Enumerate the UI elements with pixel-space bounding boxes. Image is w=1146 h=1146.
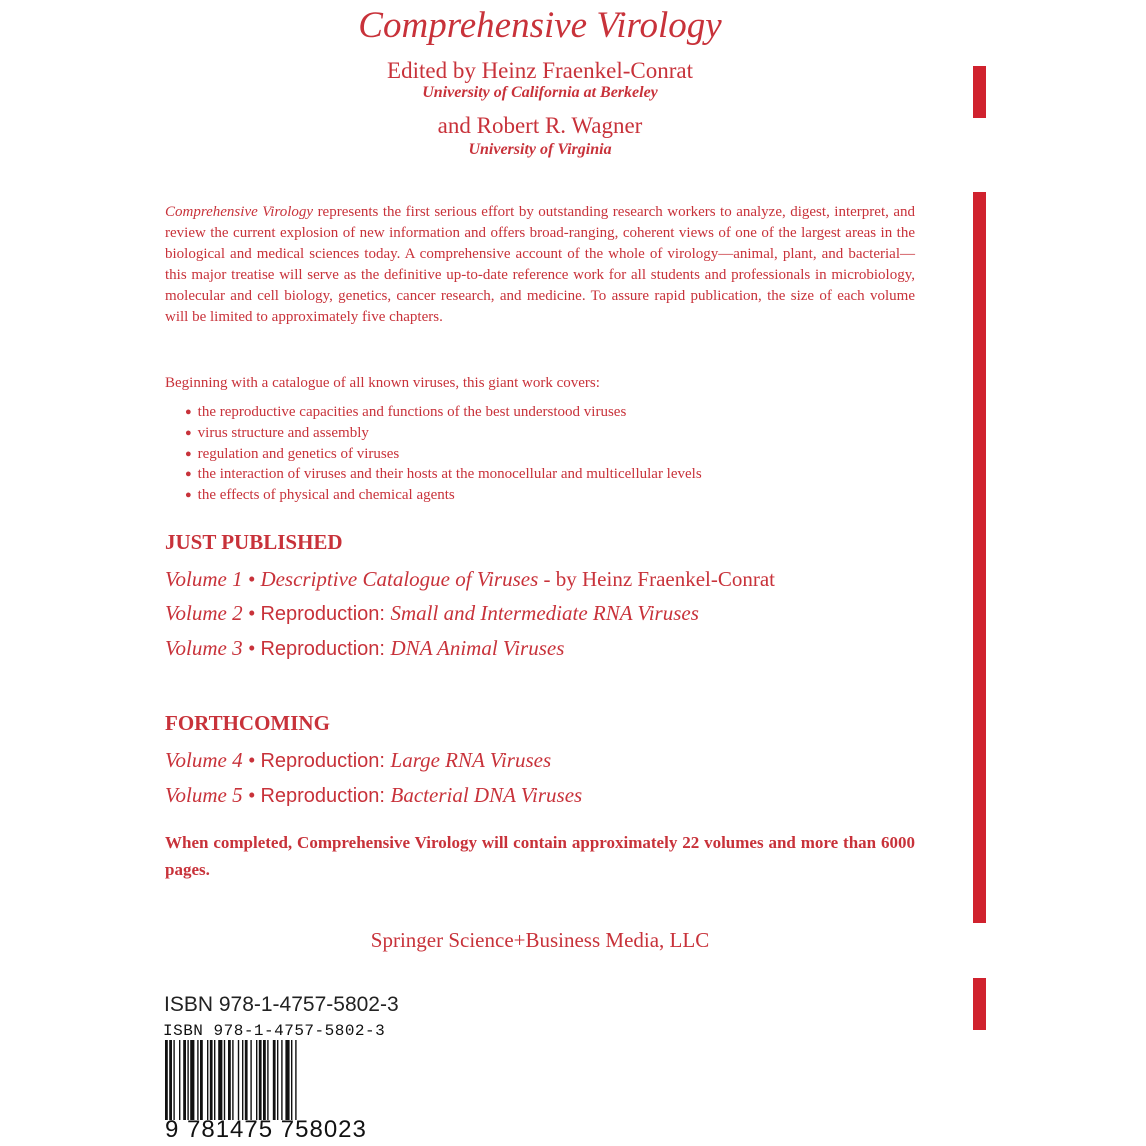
description-text: represents the first serious effort by outstanding research workers to analyze, digest, interpret, and review the current explosion of new information and offers broad-ranging, coherent views of one of the largest areas in the biological and medical sciences today. A comprehensive account of the whole of virology—animal, plant, and bacterial—this major treatise will serve as the definitive up-to-date reference work for all students and professionals in microbiology, molecular and cell biology, genetics, cancer research, and medicine. To assure rapid publication, the size of each volume will be limited to approximately five chapters.: [165, 204, 916, 325]
barcode-bar: [165, 1040, 168, 1120]
barcode-bar: [256, 1040, 257, 1120]
volume-kind: Reproduction:: [260, 638, 391, 660]
volume-number: Volume 3 •: [165, 636, 261, 660]
volume-3-line: [165, 636, 564, 661]
barcode-bar: [228, 1040, 231, 1120]
barcode-bar: [238, 1040, 239, 1120]
volume-kind: Reproduction:: [260, 785, 391, 807]
barcode-bar: [245, 1040, 248, 1120]
barcode-bar: [291, 1040, 292, 1120]
barcode-bar: [224, 1040, 225, 1120]
barcode-bar: [183, 1040, 186, 1120]
barcode-bar: [281, 1040, 282, 1120]
editor-1: Edited by Heinz Fraenkel-Conrat: [387, 58, 693, 83]
barcode-digits: 9 781475 758023: [165, 1116, 367, 1143]
list-item: ● the reproductive capacities and functions of the best understood viruses: [185, 402, 945, 423]
publisher-name: Springer Science+Business Media, LLC: [370, 928, 710, 952]
list-item: ● the effects of physical and chemical agents: [185, 485, 945, 506]
barcode-bar: [273, 1040, 276, 1120]
volume-4-line: [165, 748, 551, 773]
description-lead: Comprehensive Virology: [165, 204, 314, 220]
editor-2: and Robert R. Wagner: [437, 113, 643, 138]
barcode-image: [163, 1040, 363, 1120]
barcode-bar: [210, 1040, 213, 1120]
volume-5-line: [165, 783, 582, 808]
barcode-bar: [250, 1040, 251, 1120]
volume-2-line: [165, 601, 699, 626]
volume-title: Large RNA Viruses: [390, 748, 552, 772]
barcode-bar: [207, 1040, 208, 1120]
book-title: Comprehensive Virology: [358, 5, 722, 46]
spine-bar-middle: [973, 192, 986, 923]
editor-2-affiliation: University of Virginia: [468, 141, 612, 158]
list-item: ● the interaction of viruses and their hosts at the monocellular and multicellular levels: [185, 464, 945, 485]
coverage-list: [185, 402, 945, 506]
barcode-bar: [259, 1040, 262, 1120]
barcode-bar: [179, 1040, 180, 1120]
editor-1-affiliation: University of California at Berkeley: [422, 84, 658, 101]
completion-note: When completed, Comprehensive Virology will contain approximately 22 volumes and more than 6000 pages.: [165, 833, 915, 879]
barcode-bar: [263, 1040, 266, 1120]
barcode-bar: [267, 1040, 268, 1120]
barcode-bar: [169, 1040, 172, 1120]
barcode-bar: [277, 1040, 278, 1120]
volume-title: DNA Animal Viruses: [390, 636, 565, 660]
volume-kind: Descriptive Catalogue of Viruses: [260, 567, 539, 591]
volume-kind: Reproduction:: [260, 603, 391, 625]
volume-number: Volume 2 •: [165, 601, 261, 625]
volume-1-line: [165, 567, 775, 592]
volume-title: Bacterial DNA Viruses: [390, 783, 583, 807]
isbn-barcode-label: ISBN 978-1-4757-5802-3: [163, 1022, 386, 1040]
barcode-bar: [232, 1040, 233, 1120]
forthcoming-heading: FORTHCOMING: [165, 711, 330, 735]
barcode-bar: [214, 1040, 215, 1120]
barcode-bar: [295, 1040, 296, 1120]
volume-kind: Reproduction:: [260, 750, 391, 772]
volume-title: Small and Intermediate RNA Viruses: [390, 601, 699, 625]
volume-number: Volume 4 •: [165, 748, 261, 772]
barcode-bar: [173, 1040, 174, 1120]
list-item: ● virus structure and assembly: [185, 423, 945, 444]
list-item: ● regulation and genetics of viruses: [185, 444, 945, 465]
barcode-bar: [285, 1040, 289, 1120]
spine-bar-bottom: [973, 978, 986, 1030]
isbn-label: ISBN 978-1-4757-5802-3: [164, 993, 399, 1016]
barcode-bar: [197, 1040, 198, 1120]
coverage-intro: Beginning with a catalogue of all known viruses, this giant work covers:: [165, 375, 600, 391]
description-paragraph: [165, 202, 915, 328]
barcode-bar: [187, 1040, 188, 1120]
barcode-bar: [242, 1040, 243, 1120]
volume-title: - by Heinz Fraenkel-Conrat: [538, 567, 776, 591]
just-published-heading: JUST PUBLISHED: [165, 530, 343, 554]
barcode-bar: [190, 1040, 194, 1120]
volume-number: Volume 5 •: [165, 783, 261, 807]
spine-bar-top: [973, 66, 986, 118]
barcode-bar: [200, 1040, 203, 1120]
volume-number: Volume 1 •: [165, 567, 261, 591]
barcode-bar: [218, 1040, 222, 1120]
